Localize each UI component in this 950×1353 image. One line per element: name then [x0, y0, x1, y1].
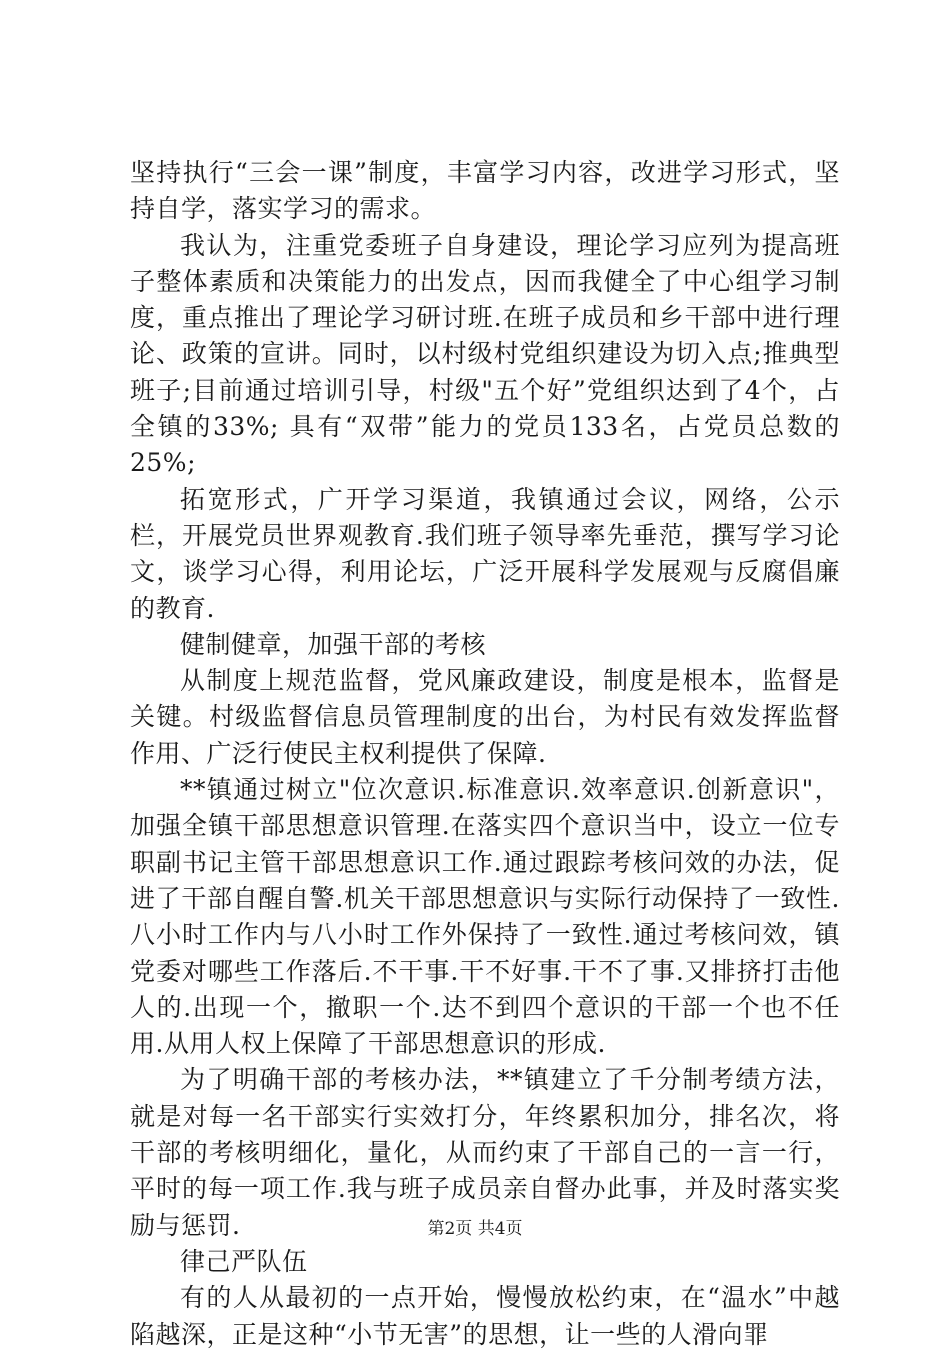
- paragraph-1: 坚持执行“三会一课”制度，丰富学习内容，改进学习形式，坚持自学，落实学习的需求。: [130, 158, 840, 224]
- section-heading-discipline: 律己严队伍: [180, 1246, 308, 1276]
- paragraph-3: 拓宽形式，广开学习渠道，我镇通过会议，网络，公示栏，开展党员世界观教育.我们班子领导率先垂范，撰写学习论文，谈学习心得，利用论坛，广泛开展科学发展观与反腐倡廉的教育.: [130, 484, 840, 623]
- paragraph-2: 我认为，注重党委班子自身建设，理论学习应列为提高班子整体素质和决策能力的出发点，因而我健全了中心组学习制度，重点推出了理论学习研讨班.在班子成员和乡干部中进行理论、政策的宣讲。同时，以村级村党组织建设为切入点;推典型班子;目前通过培训引导，村级"五个好”党组织达到了4个，占全镇的33%; 具有“双带”能力的党员133名，占党员总数的25%;: [130, 230, 840, 478]
- paragraph-6: **镇通过树立"位次意识.标准意识.效率意识.创新意识"，加强全镇干部思想意识管理.在落实四个意识当中，设立一位专职副书记主管干部思想意识工作.通过跟踪考核问效的办法，促进了干部自醒自警.机关干部思想意识与实际行动保持了一致性.八小时工作内与八小时工作外保持了一致性.通过考核问效，镇党委对哪些工作落后.不干事.干不好事.干不了事.又排挤打击他人的.出现一个，撤职一个.达不到四个意识的干部一个也不任用.从用人权上保障了干部思想意识的形成.: [130, 775, 840, 1059]
- paragraph-7: 为了明确干部的考核办法，**镇建立了千分制考绩方法，就是对每一名干部实行实效打分，年终累积加分，排名次，将干部的考核明细化，量化，从而约束了干部自己的一言一行，平时的每一项工作.我与班子成员亲自督办此事，并及时落实奖励与惩罚.: [130, 1065, 840, 1240]
- page-footer: 第2页 共4页: [427, 1219, 523, 1239]
- paragraph-5: 从制度上规范监督，党风廉政建设，制度是根本，监督是关键。村级监督信息员管理制度的出台，为村民有效发挥监督作用、广泛行使民主权利提供了保障.: [130, 666, 840, 768]
- document-body: [130, 155, 840, 1353]
- paragraph-9: 有的人从最初的一点开始，慢慢放松约束，在“温水”中越陷越深，正是这种“小节无害”的思想，让一些的人滑向罪: [130, 1283, 840, 1349]
- section-heading-assessment: 健制健章，加强干部的考核: [180, 629, 487, 659]
